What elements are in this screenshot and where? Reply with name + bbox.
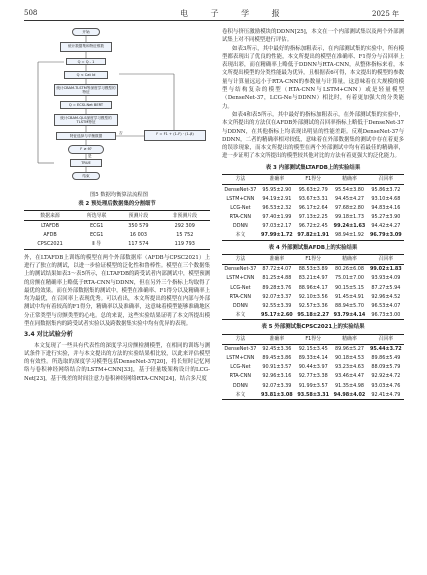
flow-formula: F = F1 + (1-F) · (1-β) xyxy=(144,130,206,141)
table-cell: 292 309 xyxy=(174,222,195,229)
page-number: 508 xyxy=(24,9,38,17)
table3-header: F1得分 xyxy=(295,175,331,185)
table-cell: LCG-Net xyxy=(230,204,251,211)
table-cell: 94.98±4.02 xyxy=(331,390,367,400)
table-cell: RTA-CNN xyxy=(229,373,252,380)
left-column xyxy=(24,200,210,383)
flow-step-4: 统计CBAM-TLSTM等深度学习模型的特征 xyxy=(54,84,118,96)
table-cell: 95.95±2.90 xyxy=(262,186,292,193)
table-cell: 92.96±4.52 xyxy=(371,293,401,300)
table-cell: 93.03±4.76 xyxy=(371,382,401,389)
table-cell: LCG-Net xyxy=(230,364,251,371)
table-cell: 92.41±4.79 xyxy=(368,390,404,400)
table4-header: F1得分 xyxy=(295,254,331,264)
table-cell: DenseNet-37 xyxy=(224,186,257,193)
body-paragraph: 如表3所示，其中最好的指标加粗表示，在内部测试集的实验中，所有模型都表现出了优良的性能，本文所提出的模型在准确率、F1得分与召回率上表现出彩，而在精确率上略低于DDNN与RTA-CNN，从整体指标来看，本文所提出模型的分类性能最为优异，且根据表6可得，本文提出的模型的参数量与计算量远远小于RTA-CNN的参数量与计算量，这意味着在大规模的模型与结构复杂的模型（RTA-CNN与LSTM+CNN）或是轻量模型（DenseNet-37，LCG-Ne与DDNN）相比时，有着更加强大的分类能力。 xyxy=(222,45,404,110)
table4-caption: 表 4 外部测试集AFDB上的实验结果 xyxy=(268,244,358,251)
table-row xyxy=(222,381,404,390)
table-cell: 93.79±4.14 xyxy=(331,310,367,320)
table-cell: DDNN xyxy=(232,222,248,229)
table-cell: 90.91±3.57 xyxy=(262,364,292,371)
table-row xyxy=(222,264,404,274)
flow-end: 结束 xyxy=(72,172,100,180)
table-cell: 89.96±5.27 xyxy=(335,346,364,353)
flow-step-6: 统计CBAM-QLS深度学习模型的TLSTM特征 xyxy=(54,114,118,126)
table-row xyxy=(222,354,404,363)
table-row xyxy=(222,274,404,283)
table-cell: 92.77±3.38 xyxy=(298,373,328,380)
table-cell: 95.27±3.90 xyxy=(371,213,401,220)
table-cell: 350 579 xyxy=(128,222,149,229)
table-row xyxy=(222,344,404,354)
table-cell: 91.35±4.98 xyxy=(335,382,364,389)
table-cell: 99.18±1.73 xyxy=(335,213,364,220)
table-cell: 91.99±3.57 xyxy=(298,382,328,389)
table-cell: LSTM+CNN xyxy=(226,195,255,202)
table-cell: 94.83±4.16 xyxy=(371,204,401,211)
table-cell: 92.10±3.56 xyxy=(298,293,328,300)
table5-header: 准确率 xyxy=(259,334,295,344)
table-cell: 92.45±3.36 xyxy=(262,346,292,353)
table-row xyxy=(24,221,210,231)
table-row xyxy=(222,231,404,241)
table-row xyxy=(222,185,404,195)
table-row xyxy=(222,310,404,320)
table2-header: 所选导联 xyxy=(76,211,117,221)
header-rule xyxy=(24,20,404,21)
table-cell: 97.40±1.99 xyxy=(262,213,292,220)
table-cell: 92.92±4.72 xyxy=(371,373,401,380)
table3-header: 召回率 xyxy=(368,175,404,185)
table2-header: 数据来源 xyxy=(24,211,76,221)
flow-step-5: Q = ECSI-Net BERT xyxy=(60,101,112,109)
table-row xyxy=(222,194,404,203)
table5-header: F1得分 xyxy=(295,334,331,344)
table-cell: 96.53±4.07 xyxy=(371,302,401,309)
table-cell: 94.19±2.91 xyxy=(262,195,292,202)
table-cell: 88.09±5.79 xyxy=(371,364,401,371)
flow-yes-label: 是 xyxy=(88,154,92,158)
table-cell: 87.72±4.07 xyxy=(262,266,292,273)
table4-header: 精确率 xyxy=(331,254,367,264)
table-row xyxy=(24,230,210,239)
table5-header: 方法 xyxy=(222,334,259,344)
table5-caption: 表 5 外部测试集CPSC2021上的实验结果 xyxy=(261,324,365,331)
table-row xyxy=(222,292,404,301)
table-cell: 95.63±2.79 xyxy=(298,186,328,193)
table-cell: LCG-Net xyxy=(230,284,251,291)
table-cell: AFDB xyxy=(43,231,57,238)
table-cell: Ⅱ 导 xyxy=(76,240,117,250)
flowchart-connectors xyxy=(24,24,214,184)
table-cell: 92.96±3.16 xyxy=(262,373,292,380)
table-cell: 93.23±4.63 xyxy=(335,364,364,371)
table-cell: 97.13±2.25 xyxy=(298,213,328,220)
table-cell: LSTM+CNN xyxy=(226,355,255,362)
table-cell: 本文 xyxy=(222,390,259,400)
table-row xyxy=(222,363,404,372)
table-cell: DDNN xyxy=(232,382,248,389)
table-cell: 98.94±1.92 xyxy=(331,231,367,241)
body-paragraph: 如表4和表5所示，其中最好的指标加粗表示，在外部测试集的实验中，本文所提出的方法仅在AFDB外部测试的召回率指标上略低于DenseNet-37与DDNN，在其他指标上均表现出明显的性能差距。反观DenseNet-37与DDNN，二者的精确率相对较低，意味着在外部数据集的测试中存在着更多的误诊现象，而本文所提出的模型在两个外部测试中均有着最佳的精确率，进一步证明了本文所提出的模型较其他对比的方法有着更强大的泛化能力。 xyxy=(222,111,404,160)
table-cell: 92.07±3.39 xyxy=(262,382,292,389)
table-cell: 97.99±1.72 xyxy=(259,231,295,241)
flow-step-2: Q = Q - 1 xyxy=(66,58,106,65)
table-cell: 89.86±5.49 xyxy=(371,355,401,362)
table-cell: 93.58±3.31 xyxy=(295,390,331,400)
flow-no-label: 否 xyxy=(119,131,123,135)
table-row xyxy=(222,203,404,212)
table5-header: 精确率 xyxy=(331,334,367,344)
body-paragraph: 本文复现了一些具有代表性的深度学习房颤检测模型，在相同的训练与测试条件下进行实验，并与本文提出的方法的实验结果相比较，以此来评估模型的有效性。所选取的深度学习模型包括DenseNet-37[20]，将长短时记忆网络与卷积神经网络结合的LSTM+CNN[33]，基于轻量级架构设计的LCG-Net[23]，基于残差的时间注意力卷积神经网络RTA-CNN[24]，结合多尺度 xyxy=(24,342,210,382)
table2-header: 非预测片段 xyxy=(160,211,210,221)
table-cell: 87.27±5.94 xyxy=(371,284,401,291)
table-cell: 119 793 xyxy=(160,240,210,250)
flow-step-3: Q < Cat Id xyxy=(64,71,108,79)
table-cell: 95.18±2.27 xyxy=(295,310,331,320)
flow-decision: F ≥ θ? xyxy=(68,145,104,154)
table-row xyxy=(222,372,404,381)
table-cell: 75.01±7.00 xyxy=(335,275,364,282)
table-cell: 93.67±3.31 xyxy=(298,195,328,202)
table-row xyxy=(24,240,210,250)
table4-header: 召回率 xyxy=(368,254,404,264)
table-cell: 96.17±2.64 xyxy=(298,204,328,211)
table3-caption: 表 3 内部测试集LTAFDB上的实验结果 xyxy=(265,164,361,171)
table-cell: CPSC2021 xyxy=(24,240,76,250)
flowchart xyxy=(24,24,214,184)
table-cell: 96.53±2.32 xyxy=(262,204,292,211)
table-cell: 96.73±3.00 xyxy=(368,310,404,320)
table-cell: 92.15±3.45 xyxy=(298,346,328,353)
table-cell: 95.44±3.72 xyxy=(370,346,402,353)
table4-header: 方法 xyxy=(222,254,259,264)
table-cell: 93.93±4.09 xyxy=(371,275,401,282)
table-cell: ECG1 xyxy=(89,222,104,229)
flow-true: TRUE xyxy=(70,159,102,167)
table-cell: 92.07±3.37 xyxy=(262,293,292,300)
table-cell: LSTM+CNN xyxy=(226,275,255,282)
table-row xyxy=(222,301,404,310)
table-row xyxy=(222,212,404,221)
table4-header: 准确率 xyxy=(259,254,295,264)
table-cell: 本文 xyxy=(222,310,259,320)
table5-header: 召回率 xyxy=(368,334,404,344)
table4 xyxy=(222,254,404,321)
table-cell: 93.81±3.08 xyxy=(259,390,295,400)
table-cell: 95.17±2.60 xyxy=(259,310,295,320)
table-cell: 90.18±4.53 xyxy=(335,355,364,362)
table-row xyxy=(222,283,404,292)
table-cell: 83.21±4.97 xyxy=(298,275,328,282)
table-cell: RTA-CNN xyxy=(229,213,252,220)
table-cell: DenseNet-37 xyxy=(224,346,257,353)
table-cell: 92.55±3.39 xyxy=(262,302,292,309)
table5 xyxy=(222,334,404,401)
table-cell: DenseNet-37 xyxy=(224,266,257,273)
table-cell: 93.46±4.47 xyxy=(335,373,364,380)
table-cell: 94.45±4.27 xyxy=(335,195,364,202)
table-cell: 88.94±5.70 xyxy=(335,302,364,309)
table-cell: 90.44±3.97 xyxy=(298,364,328,371)
table-cell: 89.33±4.14 xyxy=(298,355,328,362)
table-cell: 99.02±1.83 xyxy=(370,266,402,273)
table-cell: LTAFDB xyxy=(41,222,60,229)
table-row xyxy=(222,390,404,400)
table3-header: 精确率 xyxy=(331,175,367,185)
table-cell: 89.28±3.76 xyxy=(262,284,292,291)
year: 2025 年 xyxy=(372,10,400,18)
running-header xyxy=(0,0,427,24)
table-cell: 92.57±3.36 xyxy=(298,302,328,309)
journal-title: 电 子 学 报 xyxy=(180,9,290,18)
table2 xyxy=(24,210,210,249)
table-cell: DDNN xyxy=(232,302,248,309)
table-cell: 88.96±4.17 xyxy=(298,284,328,291)
table-cell: 117 574 xyxy=(117,240,159,250)
flow-step-1: 统计数据集和特征维数 xyxy=(60,42,112,52)
table-cell: 99.24±1.63 xyxy=(333,222,366,229)
table-cell: 本文 xyxy=(222,231,259,241)
figure-caption: 图5 数据均衡算法流程图 xyxy=(89,192,149,198)
table3-header: 方法 xyxy=(222,175,259,185)
table-row xyxy=(222,221,404,230)
table-cell: 91.45±4.91 xyxy=(335,293,364,300)
right-column xyxy=(222,28,404,400)
table-cell: 97.82±1.91 xyxy=(295,231,331,241)
body-paragraph: 外，在LTAFDB上训练的模型在两个外部数据库（AFDB与CPSC2021）上进行了独立的测试，以进一步验证模型的泛化性和鲁棒性。模型在三个数据集上的测试结果如表3～表5所示，在LTAFDB的跨受试者内部测试中，模型预测的房颤在精确率上略低于RTA-CNN与DDNN，但在另外三个指标上均取得了最优的效果。而在外部数据集的测试中，模型在准确率、F1得分以及精确率上均为最优，在召回率上表现优秀。可以看出，本文所提出的模型在内部与外部测试中均有着较高的F1得分，精确率以及准确率，这意味着模型能够准确地区分正常类型与房颤类型的心电。总的来说，这些实验结果证明了本文所提出模型在同数据集内的跨受试者实验以及跨数据集实验中均有优异的表现。 xyxy=(24,254,210,327)
table-cell: 80.26±6.08 xyxy=(335,266,364,273)
table-cell: 97.03±2.17 xyxy=(262,222,292,229)
table-cell: 95.86±3.72 xyxy=(371,186,401,193)
table-cell: 93.10±4.68 xyxy=(371,195,401,202)
table3-header: 准确率 xyxy=(259,175,295,185)
table-cell: 89.45±3.86 xyxy=(262,355,292,362)
flow-step-7: 特征选择与平衡数据 xyxy=(56,132,116,140)
table-cell: RTA-CNN xyxy=(229,293,252,300)
table-cell: 94.42±4.27 xyxy=(371,222,401,229)
table-cell: 90.15±5.15 xyxy=(335,284,364,291)
body-paragraph: 卷积与挤压激励模块的DDNN[25]，本文在一个内部测试集以及两个外部测试集上对不同模型进行评估。 xyxy=(222,29,404,44)
table-cell: 95.54±3.80 xyxy=(335,186,364,193)
table2-caption: 表 2 预处理后数据集的分割细节 xyxy=(78,201,156,207)
table-cell: 96.72±2.45 xyxy=(298,222,328,229)
flow-start: 开始 xyxy=(72,28,100,36)
table3 xyxy=(222,174,404,241)
table-cell: ECG1 xyxy=(89,231,104,238)
section-heading: 3.4 对比试验分析 xyxy=(24,331,73,339)
table-cell: 96.79±3.09 xyxy=(368,231,404,241)
table-cell: 81.25±4.88 xyxy=(262,275,292,282)
table-cell: 15 752 xyxy=(176,231,194,238)
table-cell: 16 003 xyxy=(129,231,147,238)
table2-header: 预测片段 xyxy=(117,211,159,221)
table-cell: 97.68±2.80 xyxy=(335,204,364,211)
table-cell: 88.53±3.89 xyxy=(298,266,328,273)
